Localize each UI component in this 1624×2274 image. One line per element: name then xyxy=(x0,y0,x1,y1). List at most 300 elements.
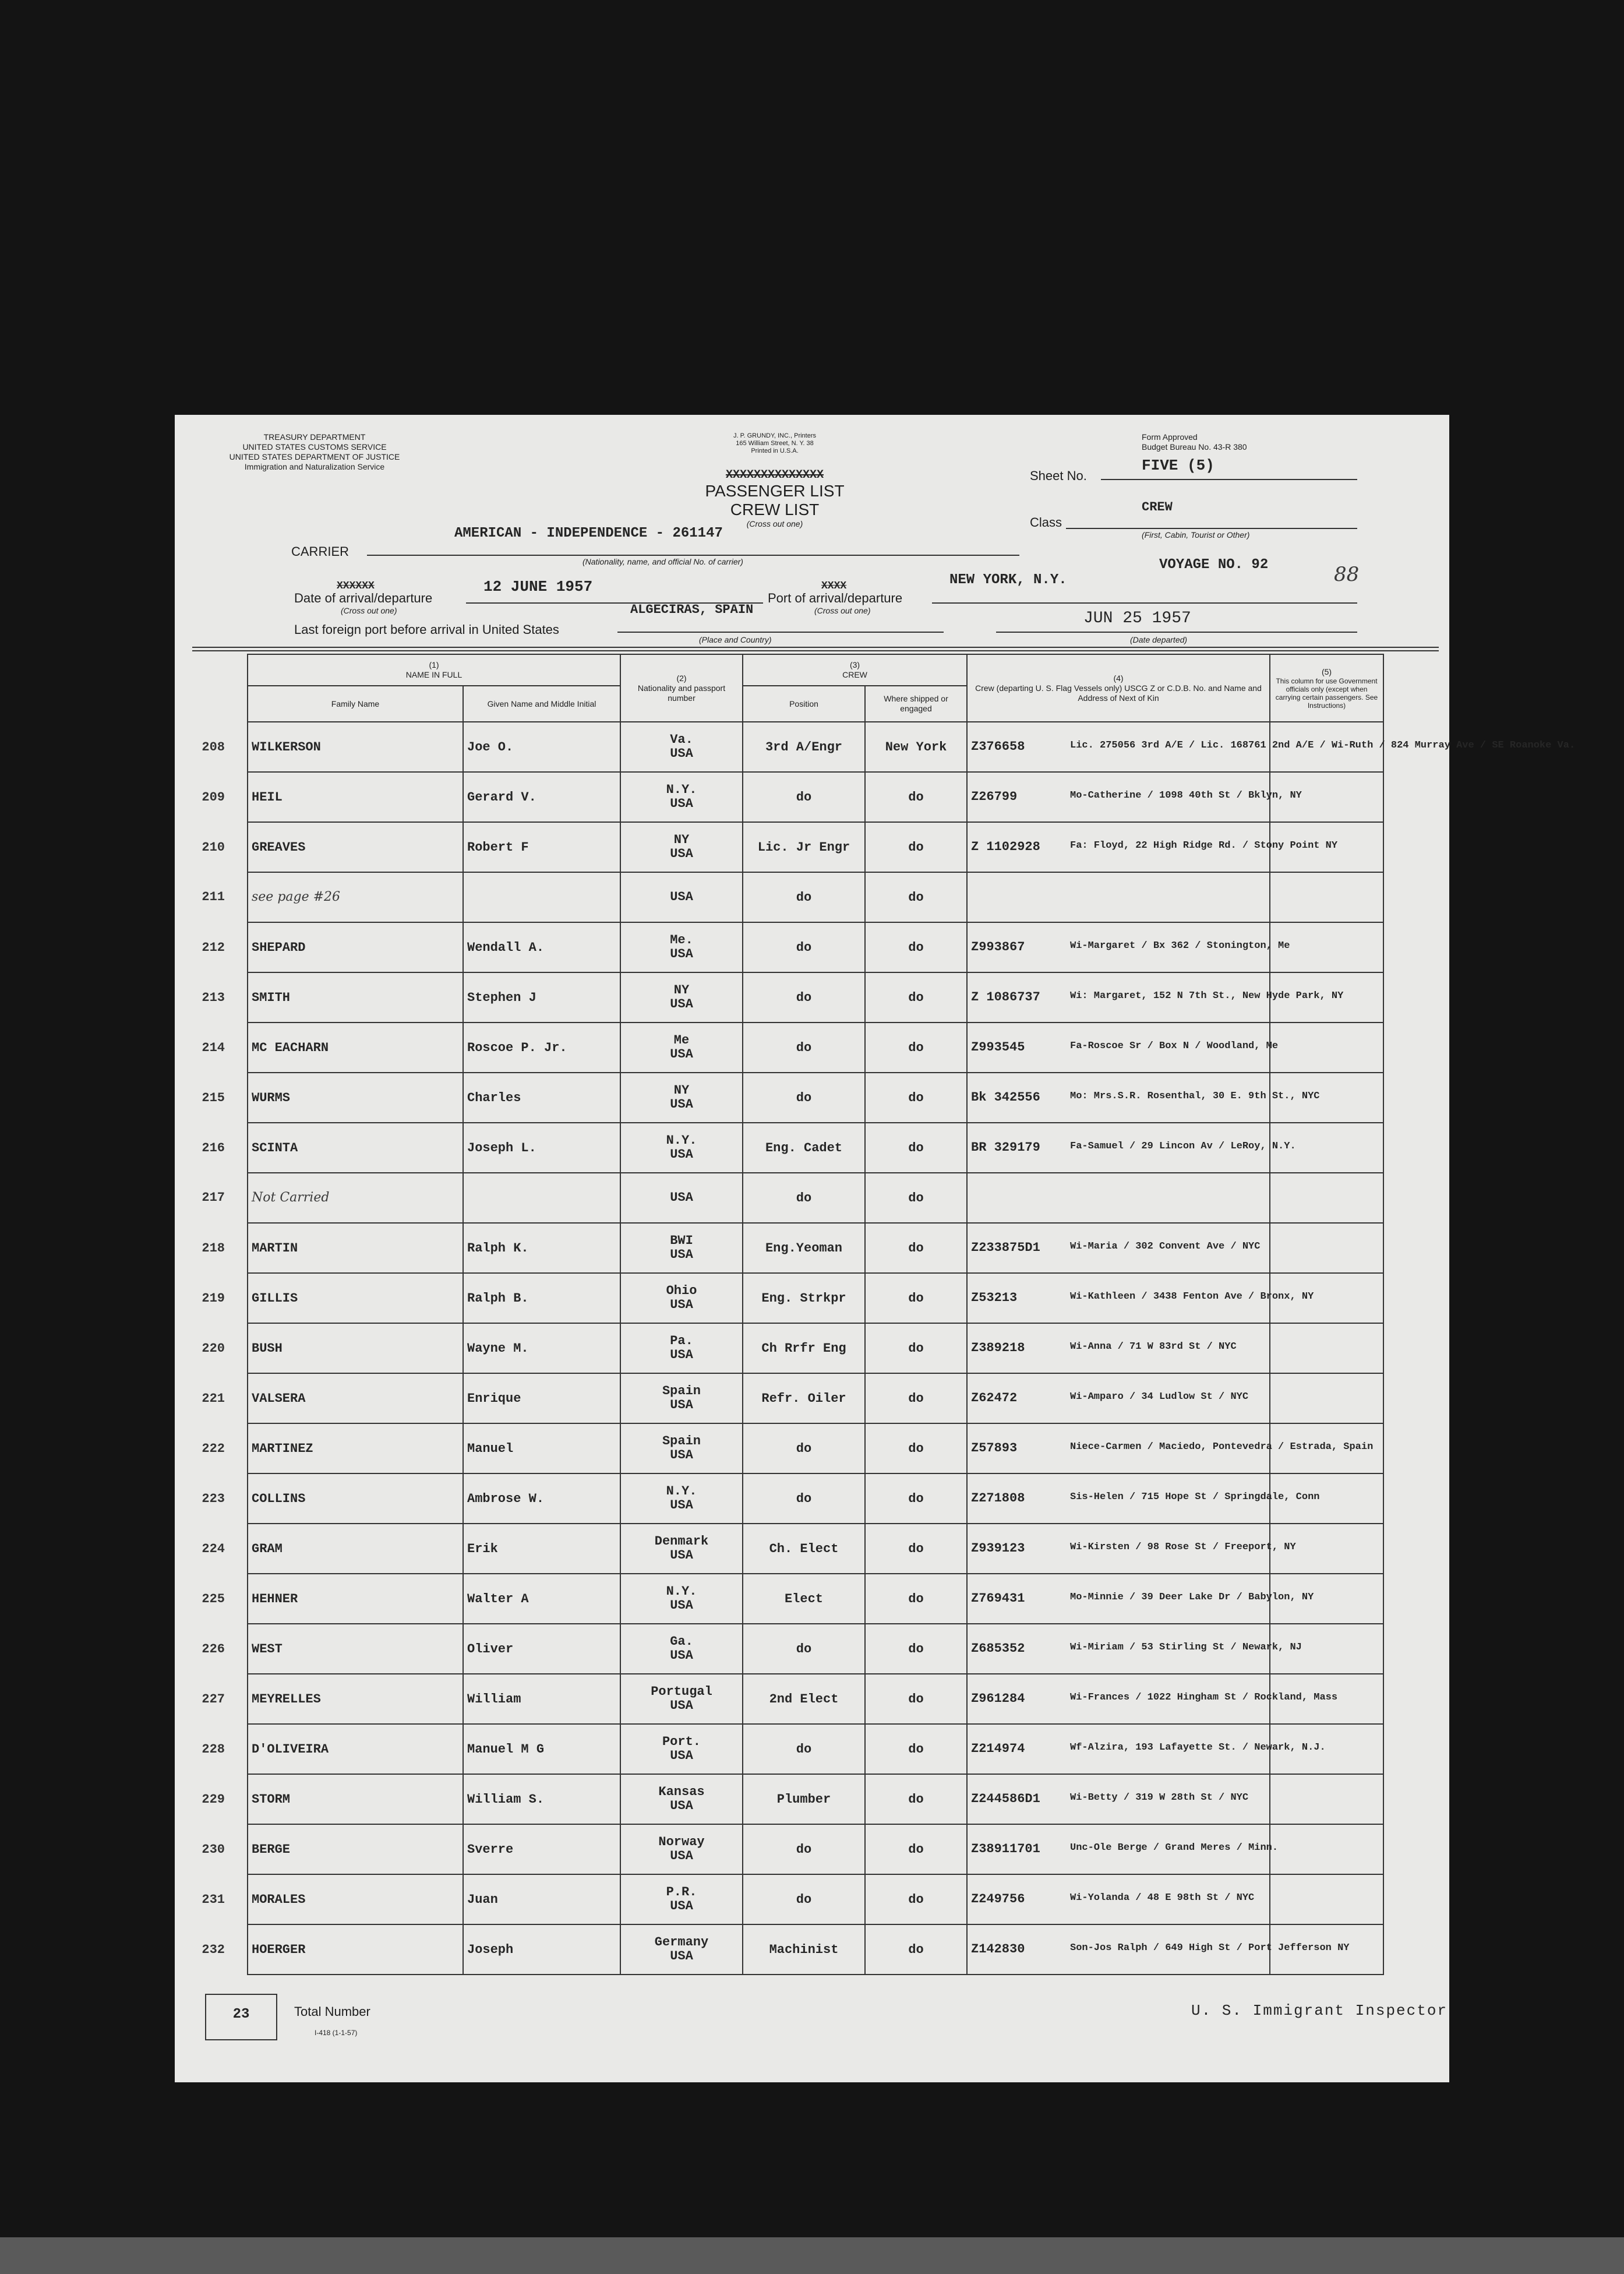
given-name: Walter A xyxy=(467,1591,529,1606)
where-shipped: do xyxy=(908,990,924,1005)
table-cell xyxy=(463,1624,620,1674)
document-number: Z271808 xyxy=(971,1491,1025,1506)
next-of-kin: Wi-Miriam / 53 Stirling St / Newark, NJ xyxy=(1070,1642,1302,1653)
table-cell xyxy=(865,1123,967,1173)
next-of-kin: Wi-Amparo / 34 Ludlow St / NYC xyxy=(1070,1391,1249,1402)
header-line: Immigration and Naturalization Service xyxy=(244,462,385,471)
position: Ch. Elect xyxy=(769,1541,839,1556)
nationality-origin: Norway xyxy=(658,1835,705,1849)
position: do xyxy=(796,1741,812,1757)
column-3-header xyxy=(743,654,967,686)
table-cell xyxy=(967,722,1576,772)
document-number: Z142830 xyxy=(971,1942,1025,1956)
nationality: USA xyxy=(670,847,693,861)
where-shipped: do xyxy=(908,1190,924,1205)
table-cell xyxy=(620,1323,743,1373)
arrival-port: NEW YORK, N.Y. xyxy=(949,572,1067,588)
where-shipped: do xyxy=(908,1441,924,1456)
document-number: Z38911701 xyxy=(971,1842,1040,1856)
table-cell xyxy=(967,1824,1279,1874)
table-cell xyxy=(620,1624,743,1674)
given-name: William S. xyxy=(467,1792,545,1807)
table-cell xyxy=(202,1774,463,1824)
next-of-kin: Niece-Carmen / Maciedo, Pontevedra / Estrada, Spain xyxy=(1070,1441,1374,1452)
table-cell xyxy=(463,972,620,1023)
given-name: Erik xyxy=(467,1541,498,1556)
nationality: USA xyxy=(670,997,693,1011)
given-name: Joseph xyxy=(467,1942,514,1957)
table-cell xyxy=(743,1674,865,1724)
nationality-origin: Va. xyxy=(670,732,693,747)
table-cell xyxy=(967,772,1302,822)
table-cell xyxy=(865,1423,967,1473)
row-number: 227 xyxy=(202,1691,225,1707)
table-cell xyxy=(743,722,865,772)
table-cell xyxy=(865,1824,967,1874)
nationality: USA xyxy=(670,1748,693,1763)
table-cell xyxy=(967,1323,1270,1373)
table-cell xyxy=(202,1023,463,1073)
position: Eng.Yeoman xyxy=(765,1240,843,1256)
nationality: USA xyxy=(670,1849,693,1863)
table-cell xyxy=(865,1924,967,1975)
total-box xyxy=(205,1994,277,2040)
row-number: 210 xyxy=(202,840,225,855)
total-label: Total Number xyxy=(294,2004,370,2019)
table-cell xyxy=(202,1624,463,1674)
nationality: USA xyxy=(670,796,693,811)
table-cell xyxy=(1270,1774,1383,1824)
last-port-value: ALGECIRAS, SPAIN xyxy=(630,602,754,617)
row-number: 226 xyxy=(202,1641,225,1656)
header-line: UNITED STATES DEPARTMENT OF JUSTICE xyxy=(229,452,400,461)
nationality: USA xyxy=(670,1097,693,1112)
document-number: Z389218 xyxy=(971,1341,1025,1355)
table-cell xyxy=(1270,1223,1383,1273)
nationality: USA xyxy=(670,1648,693,1663)
table-cell xyxy=(865,872,967,922)
family-name: MEYRELLES xyxy=(252,1691,321,1707)
family-name: WEST xyxy=(252,1641,283,1656)
position: do xyxy=(796,1040,812,1055)
table-cell xyxy=(743,1824,865,1874)
family-name: D'OLIVEIRA xyxy=(252,1741,329,1757)
given-name: Ralph K. xyxy=(467,1240,529,1256)
position: do xyxy=(796,1892,812,1907)
table-cell xyxy=(202,1574,463,1624)
nationality-origin: Pa. xyxy=(670,1334,693,1348)
nationality-origin: N.Y. xyxy=(666,1133,697,1148)
given-name: Gerard V. xyxy=(467,789,536,805)
sheet-no-label: Sheet No. xyxy=(1030,468,1087,483)
table-cell xyxy=(865,1023,967,1073)
where-shipped: do xyxy=(908,1291,924,1306)
page-number: 88 xyxy=(1334,563,1360,586)
document-number: Z249756 xyxy=(971,1892,1025,1906)
table-cell xyxy=(865,1273,967,1323)
column-number: (4) xyxy=(1113,673,1124,683)
nationality: USA xyxy=(670,1799,693,1813)
last-port-label: Last foreign port before arrival in United States xyxy=(294,622,559,637)
table-cell xyxy=(743,772,865,822)
table-cell xyxy=(967,1223,1270,1273)
carrier-value: AMERICAN - INDEPENDENCE - 261147 xyxy=(454,526,723,541)
table-cell xyxy=(202,1423,463,1473)
nationality-origin: NY xyxy=(673,983,690,997)
where-shipped: do xyxy=(908,840,924,855)
table-cell xyxy=(743,1624,865,1674)
table-cell xyxy=(967,1524,1296,1574)
position: 2nd Elect xyxy=(769,1691,839,1707)
table-row xyxy=(248,1624,1383,1674)
given-name: Stephen J xyxy=(467,990,536,1005)
table-cell xyxy=(463,1924,620,1975)
table-cell xyxy=(463,1674,620,1724)
table-cell xyxy=(865,1724,967,1774)
list-title xyxy=(658,468,891,529)
table-cell xyxy=(202,1674,463,1724)
given-name: Oliver xyxy=(467,1641,514,1656)
next-of-kin: Mo-Catherine / 1098 40th St / Bklyn, NY xyxy=(1070,790,1302,801)
nationality: USA xyxy=(670,1498,693,1513)
table-cell xyxy=(620,1774,743,1824)
table-cell xyxy=(865,772,967,822)
where-shipped: do xyxy=(908,1140,924,1155)
nationality: USA xyxy=(670,1147,693,1162)
nationality-origin: Portugal xyxy=(651,1684,712,1699)
next-of-kin: Wi-Kathleen / 3438 Fenton Ave / Bronx, NY xyxy=(1070,1291,1314,1302)
table-cell xyxy=(202,1223,463,1273)
table-cell xyxy=(865,922,967,972)
position: do xyxy=(796,1491,812,1506)
document-number: Z62472 xyxy=(971,1391,1018,1405)
given-name: Robert F xyxy=(467,840,529,855)
table-cell xyxy=(967,1574,1314,1624)
column-number: (5) xyxy=(1321,667,1332,676)
next-of-kin: Wi: Margaret, 152 N 7th St., New Hyde Park, NY xyxy=(1070,990,1344,1002)
table-cell xyxy=(743,1323,865,1373)
table-cell xyxy=(865,1473,967,1524)
nationality: USA xyxy=(670,1047,693,1062)
position: 3rd A/Engr xyxy=(765,739,843,755)
table-row xyxy=(248,1123,1383,1173)
form-approved-line: Budget Bureau No. 43-R 380 xyxy=(1142,442,1247,452)
table-cell xyxy=(620,1423,743,1473)
table-cell xyxy=(202,972,463,1023)
table-cell xyxy=(463,1373,620,1423)
nationality: USA xyxy=(670,746,693,761)
table-cell xyxy=(865,722,967,772)
family-name: HEIL xyxy=(252,789,283,805)
next-of-kin: Sis-Helen / 715 Hope St / Springdale, Conn xyxy=(1070,1492,1320,1503)
class-label: Class xyxy=(1030,515,1062,530)
next-of-kin: Wi-Betty / 319 W 28th St / NYC xyxy=(1070,1792,1249,1803)
table-cell xyxy=(865,1524,967,1574)
column-title: NAME IN FULL xyxy=(405,670,463,679)
next-of-kin: Wi-Margaret / Bx 362 / Stonington, Me xyxy=(1070,940,1290,951)
table-cell xyxy=(463,1223,620,1273)
family-name: WURMS xyxy=(252,1090,291,1105)
header-line: UNITED STATES CUSTOMS SERVICE xyxy=(242,442,387,452)
table-cell xyxy=(967,1023,1279,1073)
next-of-kin: Wi-Kirsten / 98 Rose St / Freeport, NY xyxy=(1070,1542,1296,1553)
position: Refr. Oiler xyxy=(761,1391,846,1406)
class-note: (First, Cabin, Tourist or Other) xyxy=(1142,530,1250,540)
where-shipped: do xyxy=(908,1040,924,1055)
table-cell xyxy=(743,922,865,972)
row-number: 224 xyxy=(202,1541,225,1556)
crossed-title: XXXXXXXXXXXXXX xyxy=(725,468,824,482)
table-cell xyxy=(620,772,743,822)
table-cell xyxy=(620,1173,743,1223)
sheet-no-value: FIVE (5) xyxy=(1142,457,1215,474)
table-cell xyxy=(743,1023,865,1073)
nationality: USA xyxy=(670,1190,693,1205)
next-of-kin: Wf-Alzira, 193 Lafayette St. / Newark, N.J. xyxy=(1070,1742,1326,1753)
title-note: (Cross out one) xyxy=(746,519,803,528)
given-name: Joseph L. xyxy=(467,1140,536,1155)
where-shipped: do xyxy=(908,789,924,805)
table-cell xyxy=(463,1574,620,1624)
position: Elect xyxy=(784,1591,823,1606)
given-name-header: Given Name and Middle Initial xyxy=(463,686,620,722)
position: Eng. Cadet xyxy=(765,1140,843,1155)
family-name: SHEPARD xyxy=(252,940,306,955)
table-row xyxy=(248,772,1383,822)
family-name: Not Carried xyxy=(252,1190,330,1205)
table-cell xyxy=(202,772,463,822)
table-cell xyxy=(967,1624,1302,1674)
next-of-kin: Wi-Yolanda / 48 E 98th St / NYC xyxy=(1070,1892,1255,1903)
table-row xyxy=(248,1574,1383,1624)
nationality: USA xyxy=(670,1949,693,1963)
next-of-kin: Mo: Mrs.S.R. Rosenthal, 30 E. 9th St., NYC xyxy=(1070,1091,1320,1102)
nationality: USA xyxy=(670,1348,693,1362)
class-value: CREW xyxy=(1142,500,1173,514)
date-crossed: XXXXXX xyxy=(337,580,375,592)
table-cell xyxy=(1270,872,1383,922)
table-cell xyxy=(743,1173,865,1223)
table-cell xyxy=(743,1774,865,1824)
column-1-header xyxy=(248,654,620,686)
table-cell xyxy=(202,722,463,772)
table-cell xyxy=(463,1874,620,1924)
where-shipped: do xyxy=(908,1591,924,1606)
row-number: 218 xyxy=(202,1240,225,1256)
table-cell xyxy=(865,1323,967,1373)
table-cell xyxy=(463,1724,620,1774)
table-cell xyxy=(202,1323,463,1373)
table-cell xyxy=(202,1273,463,1323)
table-cell xyxy=(202,1924,463,1975)
table-cell xyxy=(620,1574,743,1624)
table-row xyxy=(248,872,1383,922)
table-cell xyxy=(620,872,743,922)
column-number: (1) xyxy=(429,660,439,669)
table-cell xyxy=(202,822,463,872)
nationality: USA xyxy=(670,1698,693,1713)
table-row xyxy=(248,1023,1383,1073)
table-row xyxy=(248,1223,1383,1273)
table-cell xyxy=(463,1073,620,1123)
table-cell xyxy=(865,1073,967,1123)
where-shipped: do xyxy=(908,1341,924,1356)
where-shipped: do xyxy=(908,940,924,955)
table-cell xyxy=(463,1774,620,1824)
row-number: 217 xyxy=(202,1190,225,1205)
next-of-kin: Fa: Floyd, 22 High Ridge Rd. / Stony Point NY xyxy=(1070,840,1338,851)
table-cell xyxy=(620,1273,743,1323)
printer-line: Printed in U.S.A. xyxy=(751,447,799,454)
table-cell xyxy=(620,1473,743,1524)
table-cell xyxy=(463,722,620,772)
table-row xyxy=(248,1724,1383,1774)
position: do xyxy=(796,1641,812,1656)
table-cell xyxy=(463,1473,620,1524)
nationality-origin: Ohio xyxy=(666,1284,697,1298)
carrier-label: CARRIER xyxy=(291,544,349,559)
table-cell xyxy=(463,1023,620,1073)
table-cell xyxy=(620,822,743,872)
document-number: Z 1086737 xyxy=(971,990,1040,1004)
table-row xyxy=(248,822,1383,872)
table-cell xyxy=(743,1473,865,1524)
row-number: 231 xyxy=(202,1892,225,1907)
table-cell xyxy=(967,1273,1314,1323)
table-cell xyxy=(620,1373,743,1423)
document-number: Z769431 xyxy=(971,1591,1025,1606)
where-shipped: do xyxy=(908,1090,924,1105)
table-row xyxy=(248,922,1383,972)
table-cell xyxy=(620,1724,743,1774)
next-of-kin: Fa-Samuel / 29 Lincon Av / LeRoy, N.Y. xyxy=(1070,1141,1296,1152)
port-note: (Cross out one) xyxy=(814,606,871,615)
nationality-origin: N.Y. xyxy=(666,782,697,797)
passenger-list-title: PASSENGER LIST xyxy=(705,482,845,500)
next-of-kin: Wi-Frances / 1022 Hingham St / Rockland, Mass xyxy=(1070,1692,1338,1703)
table-cell xyxy=(463,1273,620,1323)
row-number: 228 xyxy=(202,1741,225,1757)
column-title: This column for use Government officials only (except when carrying certain passengers. See Instructions) xyxy=(1275,676,1378,710)
table-cell xyxy=(743,1874,865,1924)
row-number: 214 xyxy=(202,1040,225,1055)
next-of-kin: Wi-Maria / 302 Convent Ave / NYC xyxy=(1070,1241,1261,1252)
table-row xyxy=(248,1373,1383,1423)
position: do xyxy=(796,990,812,1005)
document-number: Z993867 xyxy=(971,940,1025,954)
document-number: Z57893 xyxy=(971,1441,1018,1455)
given-name: Ambrose W. xyxy=(467,1491,545,1506)
row-number: 215 xyxy=(202,1090,225,1105)
table-row xyxy=(248,1874,1383,1924)
row-number: 221 xyxy=(202,1391,225,1406)
table-cell xyxy=(620,722,743,772)
nationality: USA xyxy=(670,1899,693,1913)
next-of-kin: Wi-Anna / 71 W 83rd St / NYC xyxy=(1070,1341,1237,1352)
table-cell xyxy=(620,1123,743,1173)
family-name: COLLINS xyxy=(252,1491,306,1506)
position: Eng. Strkpr xyxy=(761,1291,846,1306)
table-cell xyxy=(1270,1373,1383,1423)
where-shipped: do xyxy=(908,1691,924,1707)
crew-list-title: CREW LIST xyxy=(730,500,820,519)
where-shipped: do xyxy=(908,1942,924,1957)
family-name: BUSH xyxy=(252,1341,283,1356)
table-row xyxy=(248,1273,1383,1323)
row-number: 213 xyxy=(202,990,225,1005)
department-header xyxy=(198,432,431,472)
table-cell xyxy=(865,972,967,1023)
table-cell xyxy=(865,822,967,872)
nationality-origin: Me xyxy=(673,1033,690,1048)
table-cell xyxy=(865,1574,967,1624)
row-number: 208 xyxy=(202,739,225,755)
next-of-kin: Son-Jos Ralph / 649 High St / Port Jefferson NY xyxy=(1070,1942,1350,1954)
table-cell xyxy=(967,1173,1270,1223)
printer-line: 165 William Street, N. Y. 38 xyxy=(736,440,814,447)
position: do xyxy=(796,1441,812,1456)
family-name: MC EACHARN xyxy=(252,1040,329,1055)
position-header: Position xyxy=(743,686,865,722)
position: do xyxy=(796,940,812,955)
next-of-kin: Lic. 275056 3rd A/E / Lic. 168761 2nd A/E / Wi-Ruth / 824 Murray Ave / SE Roanoke Va. xyxy=(1070,740,1576,751)
nationality: USA xyxy=(670,1448,693,1462)
table-cell xyxy=(743,1924,865,1975)
nationality-origin: P.R. xyxy=(666,1885,697,1899)
table-row xyxy=(248,1674,1383,1724)
table-cell xyxy=(967,1874,1270,1924)
nationality: USA xyxy=(670,1598,693,1613)
table-cell xyxy=(202,1373,463,1423)
table-cell xyxy=(967,1423,1374,1473)
form-approved-line: Form Approved xyxy=(1142,432,1198,442)
port-label: Port of arrival/departure xyxy=(768,591,903,605)
table-cell xyxy=(865,1624,967,1674)
document-number: Z233875D1 xyxy=(971,1240,1040,1255)
table-row xyxy=(248,1323,1383,1373)
table-cell xyxy=(463,1824,620,1874)
nationality-origin: Germany xyxy=(654,1935,709,1949)
table-cell xyxy=(743,1724,865,1774)
table-cell xyxy=(463,772,620,822)
table-cell xyxy=(967,972,1344,1023)
table-cell xyxy=(967,1924,1350,1975)
position: do xyxy=(796,1842,812,1857)
family-name: STORM xyxy=(252,1792,291,1807)
column-5-header xyxy=(1270,654,1383,722)
nationality: USA xyxy=(670,947,693,961)
position: Machinist xyxy=(769,1942,839,1957)
table-cell xyxy=(620,1824,743,1874)
table-cell xyxy=(620,972,743,1023)
document-number: Z214974 xyxy=(971,1741,1025,1756)
table-cell xyxy=(1270,1173,1383,1223)
where-shipped: do xyxy=(908,1541,924,1556)
family-name: see page #26 xyxy=(252,890,341,904)
date-departed-note: (Date departed) xyxy=(1130,635,1188,644)
where-shipped: do xyxy=(908,1892,924,1907)
column-title: CREW xyxy=(842,670,867,679)
row-number: 219 xyxy=(202,1291,225,1306)
table-cell xyxy=(743,1373,865,1423)
table-cell xyxy=(202,872,463,922)
given-name: Wendall A. xyxy=(467,940,545,955)
crew-table xyxy=(202,654,1576,1975)
nationality: USA xyxy=(670,890,693,904)
given-name: Juan xyxy=(467,1892,498,1907)
departure-stamp: JUN 25 1957 xyxy=(1083,609,1191,627)
table-cell xyxy=(865,1173,967,1223)
